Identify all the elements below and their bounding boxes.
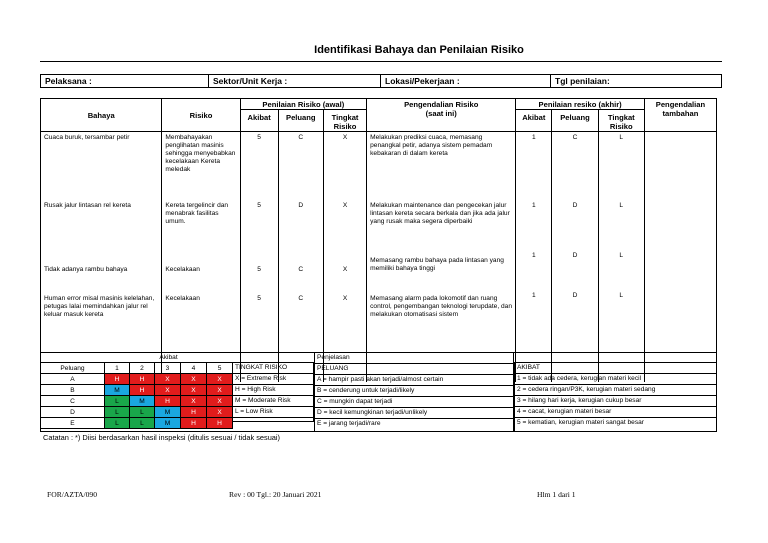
akibat-awal-cell: 5 [257,295,261,302]
bahaya-cell: Cuaca buruk, tersambar petir [44,134,130,141]
tingkat-akhir-cell: L [619,202,624,209]
matrix-cell: X [207,407,233,418]
column-peluang-awal [278,132,323,383]
tingkat-risiko-item: M = Moderate Risk [233,396,313,407]
peluang-item: C = mungkin dapat terjadi [315,397,513,408]
column-tingkat-akhir [598,132,644,383]
info-bar [40,74,722,88]
akibat-legend [514,362,717,432]
matrix-col-header: 5 [207,363,233,374]
tingkat-awal-cell: X [342,266,348,273]
header-pengendalian-label: Pengendalian Risiko [404,100,479,109]
penjelasan-legend [314,352,514,432]
peluang-item: E = jarang terjadi/rare [317,420,381,427]
pengendalian-cell: Melakukan maintenance dan pengecekan jalur lintasan kereta secara berkala dan jika ada jalur yang rusak maka segera diperbaiki [370,202,510,225]
matrix-cell: X [207,385,233,396]
akibat-akhir-cell: 1 [531,292,536,299]
pengendalian-cell: Melakukan prediksi cuaca, memasang penangkal petir, adanya sistem pemadam kebakaran di dalam kereta [370,134,493,157]
peluang-akhir-cell: D [572,292,578,299]
risiko-cell: Kereta tergelincir dan menabrak fasilitas umum. [165,202,229,225]
peluang-awal-cell: C [298,295,304,302]
risiko-cell: Kecelakaan [165,266,200,273]
header-penilaian-akhir: Penilaian resiko (akhir) [516,99,645,110]
matrix-akibat-label: Akibat [105,352,233,363]
matrix-cell: X [155,385,181,396]
column-peluang-akhir [552,132,598,383]
matrix-cell: H [130,385,155,396]
akibat-akhir-cell: 1 [531,252,536,259]
tingkat-risiko-legend [232,362,314,422]
tingkat-awal-cell: X [342,202,348,209]
form-number: FOR/AZTA/090 [47,490,98,499]
peluang-akhir-cell: D [572,202,578,209]
akibat-akhir-cell: 1 [531,134,536,141]
risk-table [40,98,717,382]
header-penilaian-awal: Penilaian Risiko (awal) [240,99,367,110]
column-akibat-awal [240,132,278,383]
header-risiko: Risiko [162,99,240,132]
column-akibat-akhir [516,132,552,383]
risk-matrix [40,352,233,429]
matrix-row-label: E [41,418,105,429]
matrix-cell: X [181,374,207,385]
matrix-cell: H [207,418,233,429]
header-pengendalian-sub: (saat ini) [425,109,457,118]
header-tambahan: Pengendalian tambahan [644,99,716,132]
tingkat-awal-cell: X [342,134,348,141]
penjelasan-title: Penjelasan [315,353,513,364]
akibat-item: 1 = tidak ada cedera, kerugian materi kecil [515,374,716,385]
tingkat-akhir-cell: L [619,252,624,259]
matrix-cell: X [155,374,181,385]
matrix-cell: M [105,385,130,396]
peluang-item: A = hampir pasti akan terjadi/almost certain [315,375,513,386]
peluang-awal-cell: C [298,134,304,141]
akibat-item: 2 = cedera ringan/P3K, kerugian materi sedang [515,385,716,396]
peluang-akhir-cell: C [572,134,578,141]
matrix-cell: M [155,407,181,418]
peluang-awal-cell: C [298,266,304,273]
matrix-row-label: B [41,385,105,396]
header-tingkat-akhir: Tingkat Risiko [598,110,644,132]
matrix-cell: H [181,407,207,418]
pelaksana-field: Pelaksana : [41,75,209,87]
matrix-col-header: 3 [155,363,181,374]
matrix-cell: H [130,374,155,385]
header-akibat-awal: Akibat [240,110,278,132]
matrix-col-header: 1 [105,363,130,374]
matrix-cell: L [105,418,130,429]
tingkat-awal-cell: X [342,295,348,302]
matrix-row-label: A [41,374,105,385]
header-peluang-awal: Peluang [278,110,323,132]
lokasi-field: Lokasi/Pekerjaan : [381,75,551,87]
bahaya-cell: Rusak jalur lintasan rel kereta [44,202,131,209]
column-tingkat-awal [323,132,366,383]
matrix-cell: H [155,396,181,407]
peluang-awal-cell: D [298,202,304,209]
peluang-item: D = kecil kemungkinan terjadi/unlikely [315,408,513,419]
tingkat-risiko-item: L = Low Risk [233,407,313,418]
matrix-row-label: D [41,407,105,418]
pengendalian-cell: Memasang alarm pada lokomotif dan ruang control, pengembangan teknologi terupdate, dan melakukan otomatisasi sistem [370,295,512,318]
risiko-cell: Membahayakan penglihatan masinis sehingga menyebabkan kecelakaan Kereta meledak [165,134,236,173]
title-divider [40,61,722,62]
matrix-cell: X [181,396,207,407]
tgl-penilaian-field: Tgl penilaian: [555,76,610,86]
matrix-col-header: 4 [181,363,207,374]
akibat-item: 3 = hilang hari kerja, kerugian cukup besar [515,396,716,407]
bahaya-cell: Human error misal masinis kelelahan, petugas lalai memindahkan jalur rel keluar masuk kereta [44,295,155,318]
tingkat-akhir-cell: L [619,292,624,299]
matrix-cell: L [105,407,130,418]
matrix-col-header: 2 [130,363,155,374]
peluang-akhir-cell: D [572,252,578,259]
akibat-item: 5 = kematian, kerugian materi sangat besar [517,419,645,426]
matrix-cell: L [105,396,130,407]
legend-area [40,352,717,432]
tingkat-risiko-item: H = High Risk [233,385,313,396]
akibat-akhir-cell: 1 [531,202,536,209]
revision-info: Rev : 00 Tgl.: 20 Januari 2021 [229,490,322,499]
column-pengendalian [367,132,516,383]
matrix-cell: H [105,374,130,385]
header-peluang-akhir: Peluang [552,110,598,132]
akibat-awal-cell: 5 [257,266,261,273]
akibat-item: 4 = cacat, kerugian materi besar [515,407,716,418]
matrix-cell: X [207,374,233,385]
matrix-peluang-label: Peluang [41,363,105,374]
sektor-field: Sektor/Unit Kerja : [209,75,381,87]
column-risiko [162,132,240,383]
peluang-item: B = cenderung untuk terjadi/likely [315,386,513,397]
page-number: Hlm 1 dari 1 [537,490,576,499]
matrix-cell: H [181,418,207,429]
document-title: Identifikasi Bahaya dan Penilaian Risiko [314,44,524,56]
bahaya-cell: Tidak adanya rambu bahaya [44,266,128,273]
header-akibat-akhir: Akibat [516,110,552,132]
akibat-awal-cell: 5 [257,134,261,141]
matrix-cell: L [130,407,155,418]
matrix-cell: X [207,396,233,407]
tingkat-risiko-item: X = Extreme Risk [233,374,313,385]
tingkat-risiko-title: TINGKAT RISIKO [233,363,313,374]
column-tambahan [644,132,716,383]
matrix-cell: X [181,385,207,396]
matrix-cell: L [130,418,155,429]
akibat-awal-cell: 5 [257,202,261,209]
header-tingkat-awal: Tingkat Risiko [323,110,366,132]
header-pengendalian [367,99,516,132]
pengendalian-cell: Memasang rambu bahaya pada lintasan yang memiliki bahaya tinggi [370,257,504,272]
column-bahaya [41,132,162,383]
tingkat-akhir-cell: L [619,134,624,141]
header-bahaya: Bahaya [41,99,162,132]
catatan-note: Catatan : *) Diisi berdasarkan hasil inspeksi (ditulis sesuai / tidak sesuai) [43,433,281,442]
risiko-cell: Kecelakaan [165,295,200,302]
matrix-cell: M [155,418,181,429]
peluang-title: PELUANG [315,364,513,375]
akibat-title: AKIBAT [515,363,716,374]
matrix-cell: M [130,396,155,407]
matrix-row-label: C [41,396,105,407]
